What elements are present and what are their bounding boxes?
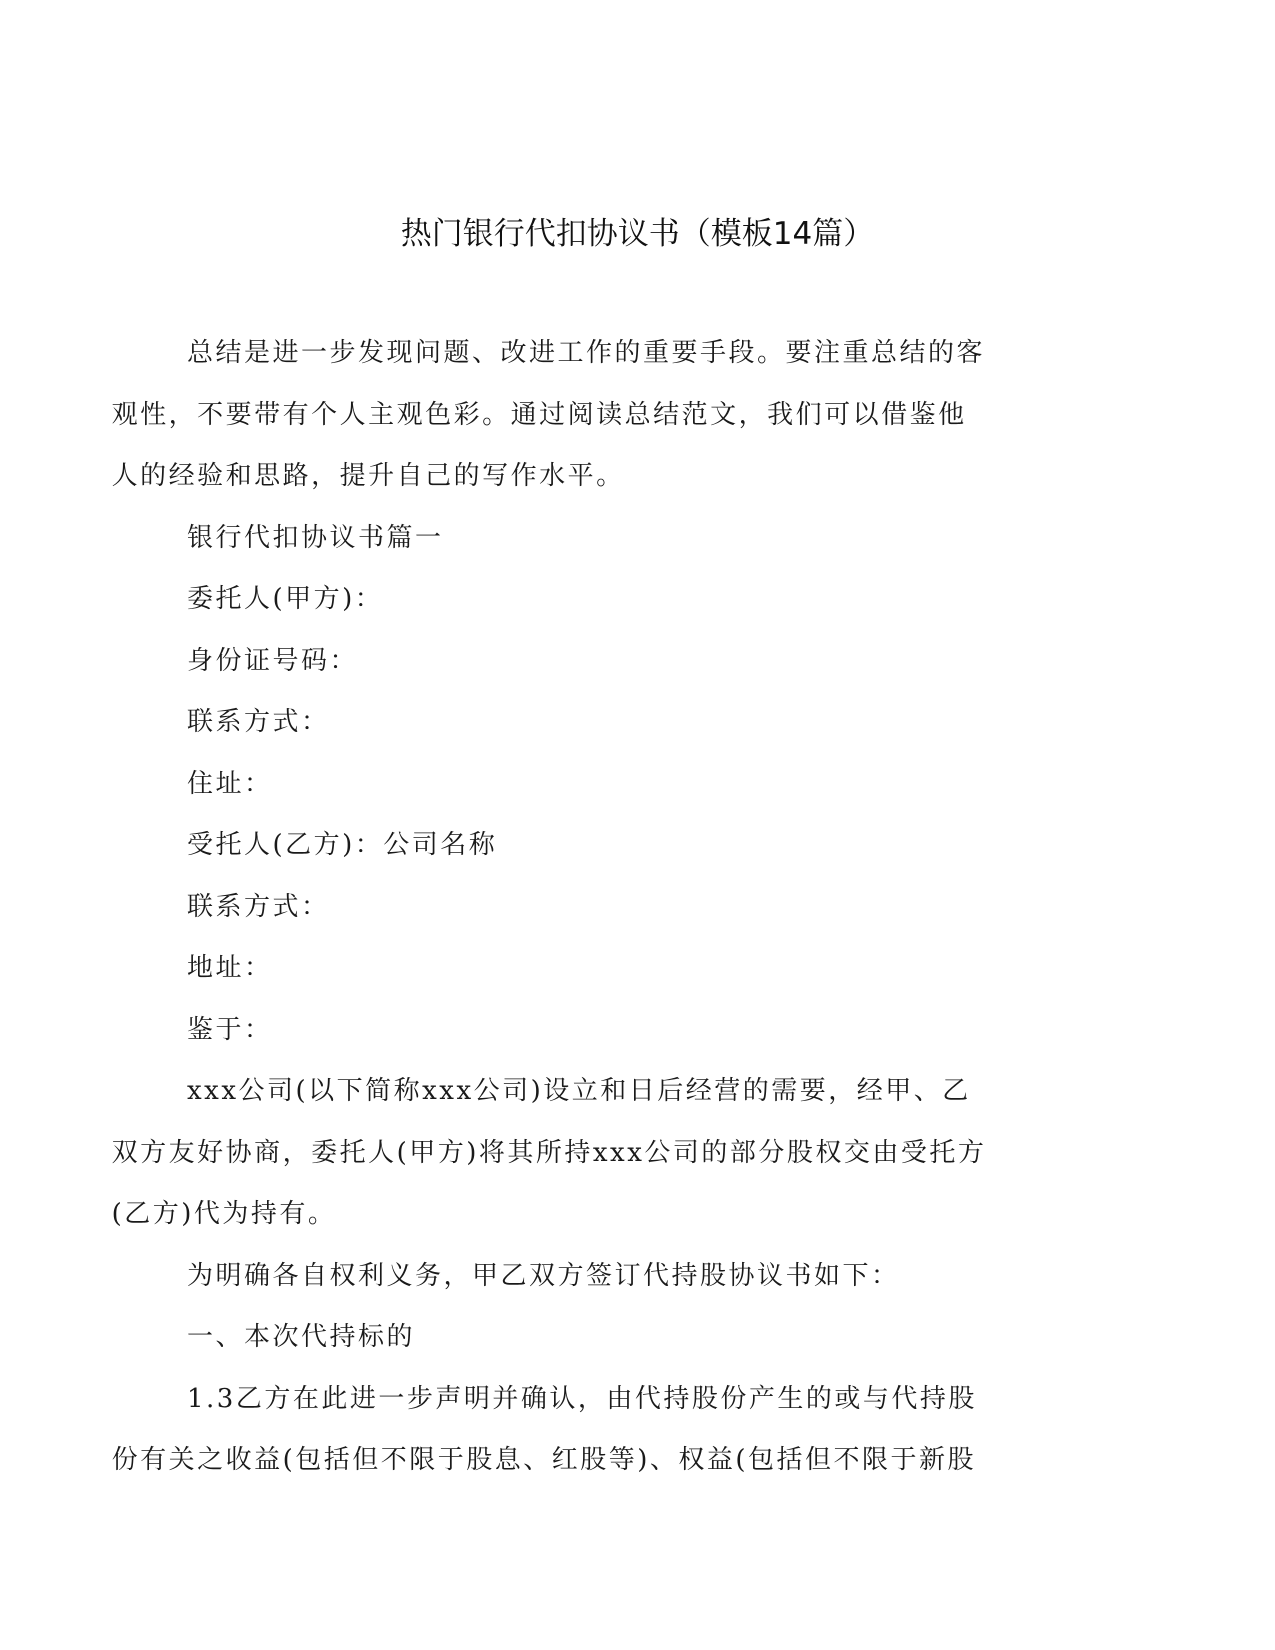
paragraph-line: 身份证号码： — [187, 645, 359, 676]
field-principal — [187, 569, 1067, 631]
field-id-number — [187, 631, 1067, 693]
paragraph-whereas — [111, 1061, 1067, 1246]
paragraph-line: 1.3乙方在此进一步声明并确认，由代持股份产生的或与代持股 — [187, 1383, 977, 1414]
field-residence — [187, 754, 1067, 816]
paragraph-line: 住址： — [187, 768, 273, 799]
paragraph-line: 鉴于： — [187, 1014, 273, 1045]
paragraph-line: 双方友好协商，委托人(甲方)将其所持xxx公司的部分股权交由受托方 — [111, 1137, 987, 1168]
document-body — [111, 323, 1067, 1492]
field-trustee-contact — [187, 877, 1067, 939]
clause-heading-1 — [187, 1307, 1067, 1369]
field-trustee — [187, 815, 1067, 877]
paragraph-line: 联系方式： — [187, 707, 330, 737]
paragraph-line: 委托人(甲方)： — [187, 584, 384, 614]
paragraph-line: 一、本次代持标的 — [187, 1322, 416, 1352]
field-contact — [187, 692, 1067, 754]
clause-1-3 — [111, 1369, 1067, 1492]
section-heading — [187, 508, 1067, 570]
field-address — [187, 938, 1067, 1000]
paragraph-line: 银行代扣协议书篇一 — [187, 522, 444, 553]
paragraph-line: 份有关之收益(包括但不限于股息、红股等)、权益(包括但不限于新股 — [111, 1445, 977, 1475]
paragraph-line: 地址： — [187, 953, 273, 983]
paragraph-line: 联系方式： — [187, 891, 330, 922]
paragraph-line: (乙方)代为持有。 — [111, 1199, 337, 1229]
paragraph-intro — [111, 323, 1067, 508]
paragraph-line: 总结是进一步发现问题、改进工作的重要手段。要注重总结的客 — [187, 338, 986, 368]
paragraph-agreement-intro — [187, 1246, 1067, 1308]
document-title: 热门银行代扣协议书（模板14篇） — [400, 216, 875, 252]
paragraph-line: 人的经验和思路，提升自己的写作水平。 — [111, 461, 625, 491]
paragraph-line: 为明确各自权利义务，甲乙双方签订代持股协议书如下： — [187, 1260, 900, 1291]
paragraph-line: 受托人(乙方)：公司名称 — [187, 830, 498, 860]
paragraph-line: 观性，不要带有个人主观色彩。通过阅读总结范文，我们可以借鉴他 — [111, 399, 967, 430]
paragraph-line: xxx公司(以下简称xxx公司)设立和日后经营的需要，经甲、乙 — [187, 1076, 971, 1106]
whereas-heading — [187, 1000, 1067, 1062]
